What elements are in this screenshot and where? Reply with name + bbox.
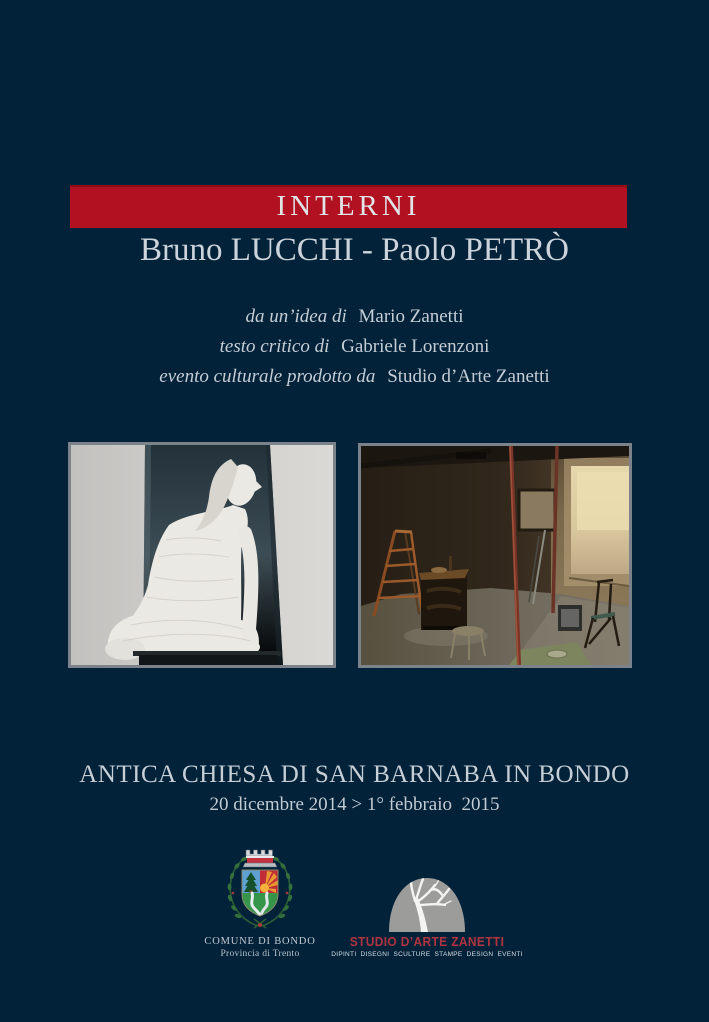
title-banner [70,185,627,228]
interior-painting-photo [358,443,632,668]
credit-name: Studio d’Arte Zanetti [387,366,550,387]
sculpture-photo [68,442,336,668]
sculpture-illustration [71,445,333,665]
window [564,458,629,586]
tree-dome-icon [387,874,467,932]
comune-name: COMUNE DI BONDO [204,936,316,947]
coat-of-arms-icon [218,846,302,934]
shield [242,870,278,919]
credit-line-producer [0,362,709,392]
exhibition-title: INTERNI [276,190,421,222]
interior-illustration [361,446,629,665]
studio-name: STUDIO D’ARTE ZANETTI [349,934,505,949]
studio-darte-zanetti-logo [307,874,547,958]
credit-role: evento culturale prodotto da [159,366,376,387]
credit-name: Gabriele Lorenzoni [341,336,490,357]
mural-crown [243,850,277,867]
credit-role: testo critico di [219,336,330,357]
artists-line: Bruno LUCCHI - Paolo PETRÒ [140,232,569,268]
dates-line: 20 dicembre 2014 > 1° febbraio 2015 [209,794,500,815]
venue-line: ANTICA CHIESA DI SAN BARNABA IN BONDO [79,761,630,788]
credit-name: Mario Zanetti [358,306,464,327]
comune-subtitle: Provincia di Trento [220,949,300,959]
credit-line-critic [0,332,709,362]
credit-role: da un’idea di [245,306,347,327]
hanging-frame [519,490,555,530]
studio-tagline: DIPINTI DISEGNI SCULTURE STAMPE DESIGN EVENTI [331,951,523,958]
metal-base [133,651,281,665]
tv-box [558,605,582,631]
credits-block [0,302,709,392]
credit-line-idea [0,302,709,332]
